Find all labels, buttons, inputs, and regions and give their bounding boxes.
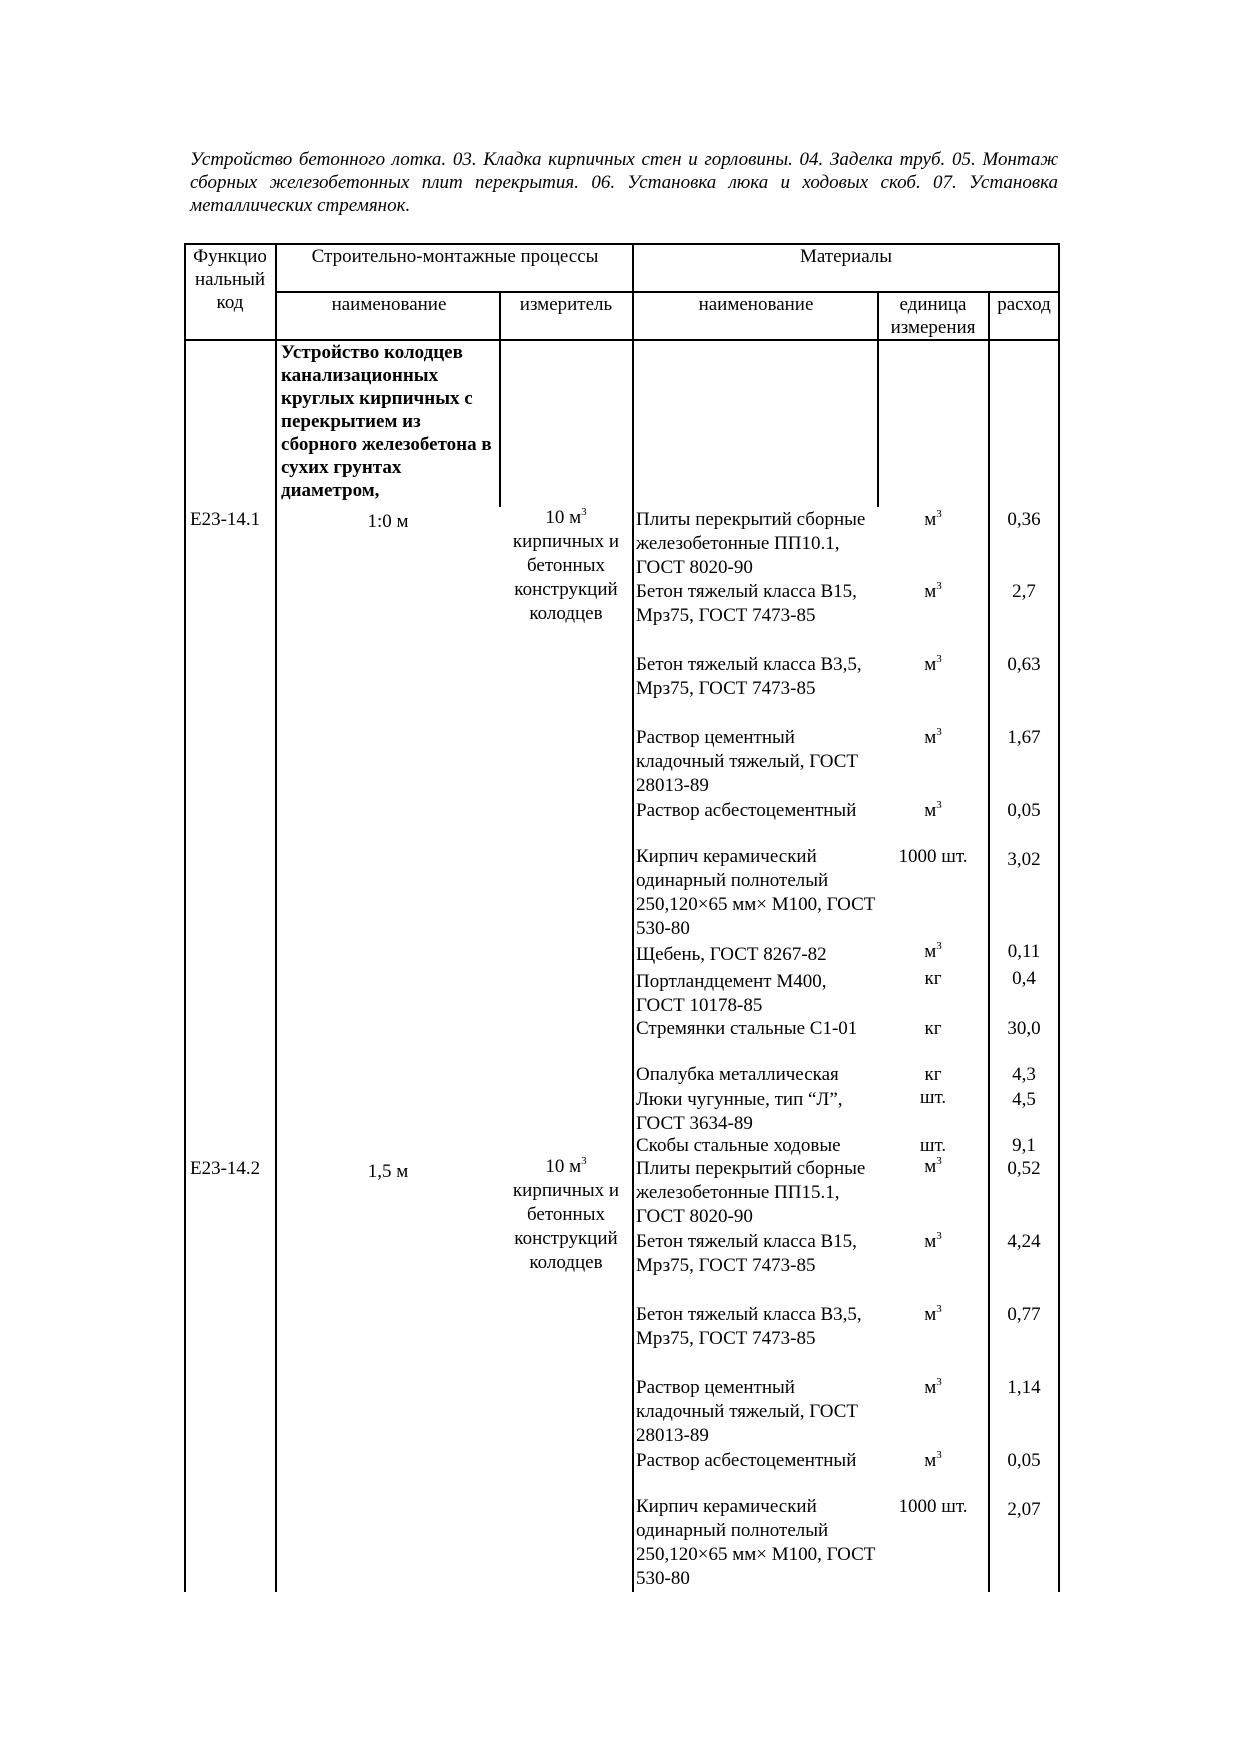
group-measure [502, 506, 630, 626]
material-unit: $м^3$ [924, 940, 942, 962]
material-name: Портландцемент М400, ГОСТ 10178-85 [636, 971, 827, 1016]
header-processes: Строительно-монтажные процессы [311, 246, 599, 267]
header-func-code: Функцио нальный код [193, 246, 267, 313]
group-diameter: 1,5 м [367, 1161, 409, 1182]
col-divider-3 [632, 243, 634, 1592]
material-rate: 0,05 [1007, 800, 1041, 821]
col-divider-4 [877, 291, 879, 507]
material-rate: 0,05 [1007, 1450, 1041, 1471]
material-rate: 0,36 [1007, 509, 1041, 530]
material-unit: кг [924, 968, 942, 989]
material-unit: $м^3$ [924, 799, 942, 821]
material-rate: 1,67 [1007, 727, 1041, 748]
material-name: Раствор цементный кладочный тяжелый, ГОСТ 28013-89 [636, 1377, 858, 1446]
material-unit: $м^3$ [924, 726, 942, 748]
material-unit: 1000 шт. [898, 1496, 968, 1517]
material-unit: 1000 шт. [898, 846, 968, 867]
col-divider-2 [499, 291, 501, 507]
material-rate: 2,07 [1007, 1499, 1041, 1520]
material-name: Кирпич керамический одинарный полнотелый 250,120×65 мм× М100, ГОСТ 530-80 [636, 846, 876, 939]
material-unit: $м^3$ [924, 653, 942, 675]
material-name: Щебень, ГОСТ 8267-82 [636, 944, 827, 965]
material-rate: 4,3 [1012, 1064, 1036, 1085]
material-name: Плиты перекрытий сборные железобетонные ПП10.1, ГОСТ 8020-90 [636, 509, 866, 578]
material-rate: 4,5 [1012, 1089, 1036, 1110]
material-unit: $м^3$ [924, 580, 942, 602]
material-name: Кирпич керамический одинарный полнотелый 250,120×65 мм× М100, ГОСТ 530-80 [636, 1496, 876, 1589]
material-name: Бетон тяжелый класса В15, Мрз75, ГОСТ 7473-85 [636, 1231, 857, 1276]
material-unit: $м^3$ [924, 1230, 942, 1252]
material-name: Плиты перекрытий сборные железобетонные ПП15.1, ГОСТ 8020-90 [636, 1158, 866, 1227]
material-rate: 0,4 [1012, 968, 1036, 989]
col-divider-5 [988, 291, 990, 1592]
material-name: Стремянки стальные С1-01 [636, 1018, 858, 1039]
material-name: Бетон тяжелый класса В3,5, Мрз75, ГОСТ 7473-85 [636, 654, 862, 699]
material-name: Раствор цементный кладочный тяжелый, ГОСТ 28013-89 [636, 727, 858, 796]
material-rate: 9,1 [1012, 1135, 1036, 1156]
material-name: Раствор асбестоцементный [636, 1450, 857, 1471]
material-rate: 0,77 [1007, 1304, 1041, 1325]
header-mat-unit: единица измерения [890, 294, 976, 338]
material-rate: 0,52 [1007, 1158, 1041, 1179]
material-unit: шт. [919, 1135, 947, 1156]
material-unit: кг [924, 1064, 942, 1085]
section-title: Устройство колодцев канализационных круглых кирпичных с перекрытием из сборного железобетона в сухих грунтах диаметром, [281, 342, 492, 501]
material-rate: 30,0 [1007, 1018, 1041, 1039]
material-unit: $м^3$ [924, 1449, 942, 1471]
group-code: Е23-14.2 [190, 1158, 261, 1179]
measure-description: кирпичных и бетонных конструкций колодцев [512, 531, 620, 624]
material-rate: 3,02 [1007, 849, 1041, 870]
measure-description: кирпичных и бетонных конструкций колодцев [512, 1180, 620, 1273]
material-name: Раствор асбестоцементный [636, 800, 857, 821]
material-unit: $м^3$ [924, 1376, 942, 1398]
material-rate: 0,63 [1007, 654, 1041, 675]
material-unit: $м^3$ [924, 1155, 942, 1177]
material-name: Люки чугунные, тип “Л”, ГОСТ 3634-89 [636, 1089, 843, 1134]
measure-value: 10 м [545, 507, 582, 528]
measure-superscript: 3 [581, 1155, 587, 1167]
material-rate: 2,7 [1012, 581, 1036, 602]
material-name: Скобы стальные ходовые [636, 1135, 841, 1156]
material-unit: $м^3$ [924, 508, 942, 530]
header-mat-rate: расход [997, 294, 1051, 315]
group-measure [502, 1155, 630, 1275]
header-materials: Материалы [799, 246, 893, 267]
header-mat-name: наименование [698, 294, 814, 315]
material-unit: $м^3$ [924, 1303, 942, 1325]
material-unit: кг [924, 1018, 942, 1039]
group-code: Е23-14.1 [190, 509, 261, 530]
header-proc-name: наименование [331, 294, 447, 315]
material-rate: 1,14 [1007, 1377, 1041, 1398]
material-name: Бетон тяжелый класса В3,5, Мрз75, ГОСТ 7473-85 [636, 1304, 862, 1349]
material-unit: шт. [919, 1087, 947, 1108]
intro-paragraph: Устройство бетонного лотка. 03. Кладка кирпичных стен и горловины. 04. Заделка труб. 05. Монтаж сборных железобетонных плит перекрытия. 06. Установка люка и ходовых скоб. 07. Установка металлических стремянок. [190, 149, 1058, 216]
material-rate: 0,11 [1007, 941, 1041, 962]
material-rate: 4,24 [1007, 1231, 1041, 1252]
material-name: Опалубка металлическая [636, 1064, 839, 1085]
header-proc-measure: измеритель [519, 294, 613, 315]
material-name: Бетон тяжелый класса В15, Мрз75, ГОСТ 7473-85 [636, 581, 857, 626]
measure-superscript: 3 [581, 506, 587, 518]
group-diameter: 1:0 м [367, 511, 409, 532]
measure-value: 10 м [545, 1156, 582, 1177]
col-divider-1 [275, 243, 277, 1592]
